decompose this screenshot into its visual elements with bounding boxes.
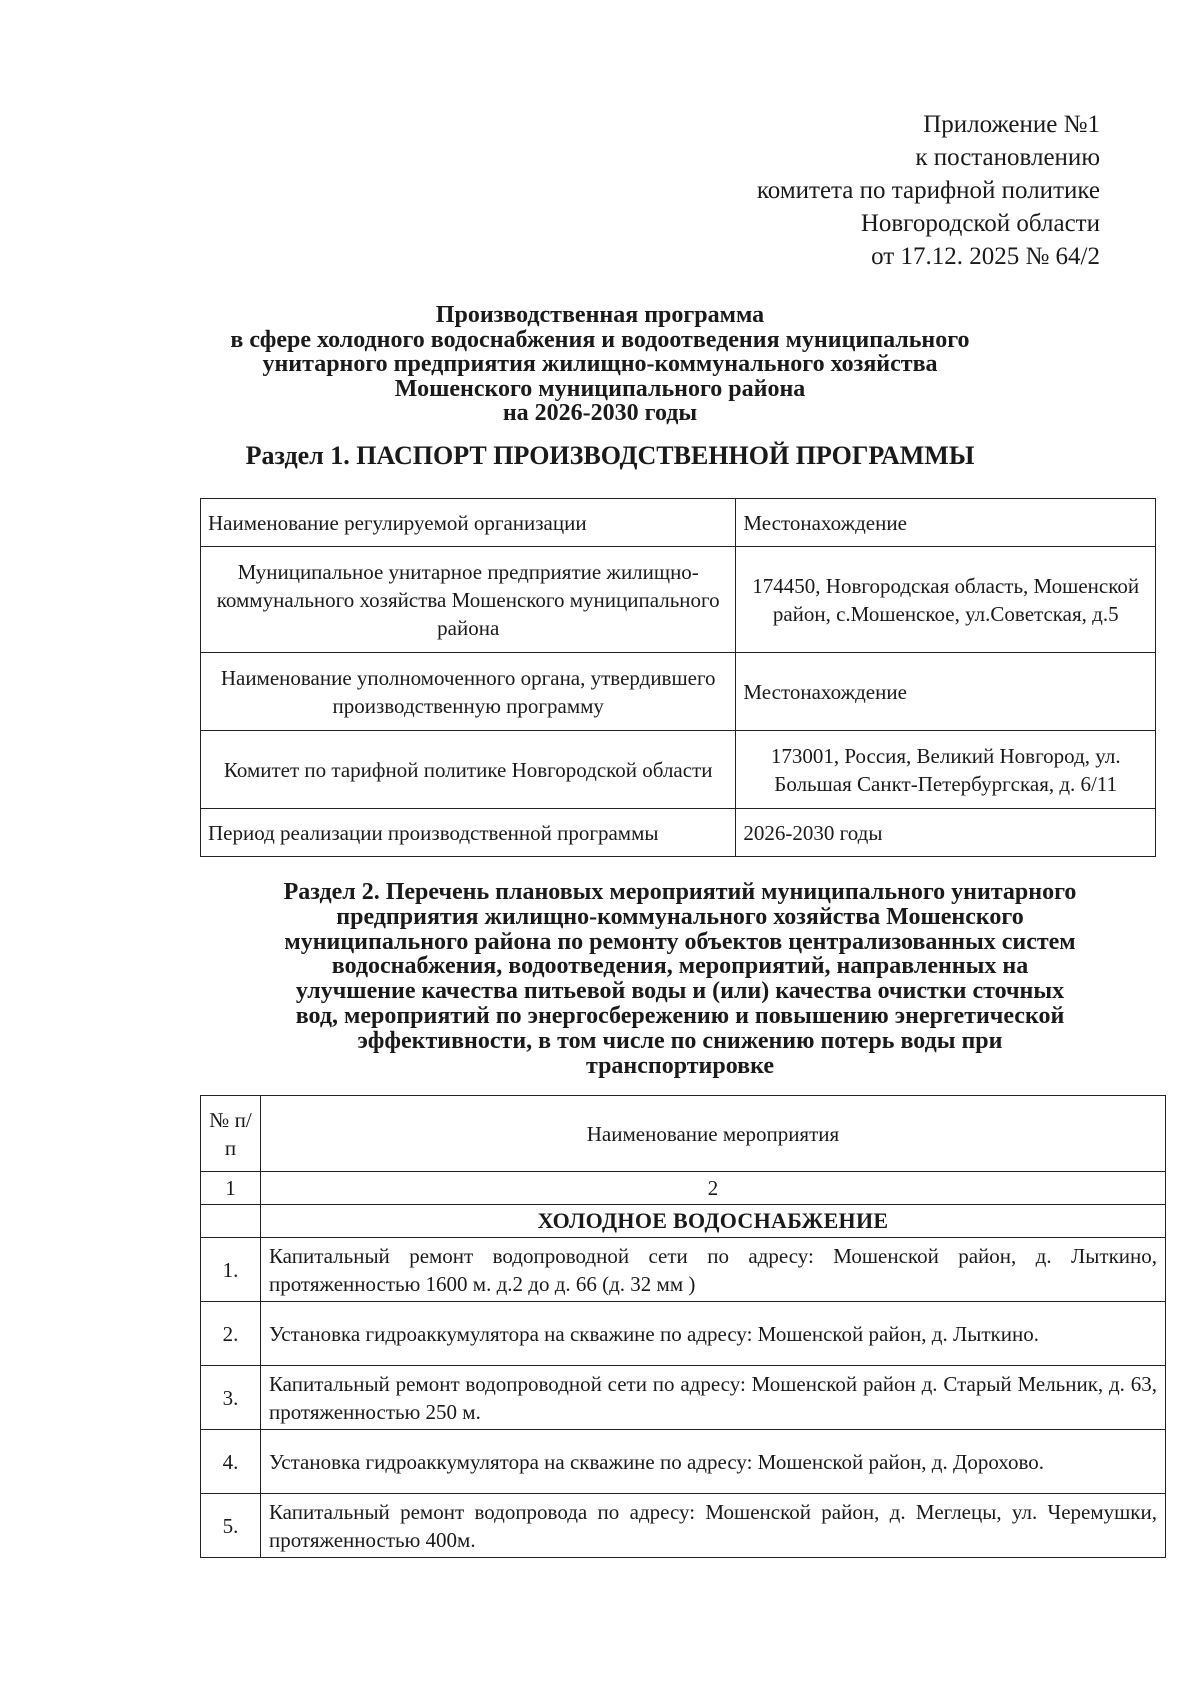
table-row [201,1238,1166,1302]
title-line: унитарного предприятия жилищно-коммунального хозяйства [262,351,938,377]
group-heading: ХОЛОДНОЕ ВОДОСНАБЖЕНИЕ [260,1205,1165,1238]
table-cell: 173001, Россия, Великий Новгород, ул. Большая Санкт-Петербургская, д. 6/11 [736,731,1156,809]
row-number: 5. [201,1494,261,1558]
appendix-date-line: от 17.12. 2025 № 64/2 [871,243,1100,270]
section2-line: эффективности, в том числе по снижению потерь воды при [357,1027,1003,1054]
column-header-number: № п/п [201,1096,261,1172]
appendix-block [757,108,1100,273]
column-header-name: Наименование мероприятия [260,1096,1165,1172]
column-index: 1 [201,1172,261,1205]
row-number: 4. [201,1430,261,1494]
row-number: 1. [201,1238,261,1302]
appendix-line: Новгородской области [860,210,1100,237]
table-row [201,653,1156,731]
column-index: 2 [260,1172,1165,1205]
row-number: 2. [201,1302,261,1366]
table-row [201,547,1156,653]
table-row [201,1366,1166,1430]
table-row [201,809,1156,857]
measure-text: Установка гидроаккумулятора на скважине по адресу: Мошенской район, д. Дорохово. [260,1430,1165,1494]
section2-line: муниципального района по ремонту объектов централизованных систем [284,928,1076,955]
measures-table [200,1095,1166,1558]
title-line: Мошенского муниципального района [394,375,806,402]
table-cell: 2026-2030 годы [736,809,1156,857]
title-line: Производственная программа [435,302,765,328]
table-cell: 174450, Новгородская область, Мошенской район, с.Мошенское, ул.Советская, д.5 [736,547,1156,653]
passport-table [200,498,1156,857]
measure-text: Капитальный ремонт водопровода по адресу: Мошенской район, д. Меглецы, ул. Черемушки, протяженностью 400м. [260,1494,1165,1558]
document-title [150,303,1050,426]
section2-line: предприятия жилищно-коммунального хозяйства Мошенского [336,903,1024,930]
section2-line: улучшение качества питьевой воды и (или) качества очистки сточных [295,978,1065,1005]
table-cell: Период реализации производственной программы [201,809,736,857]
table-header-row [201,1096,1166,1172]
table-cell: Местонахождение [736,499,1156,547]
measure-text: Установка гидроаккумулятора на скважине по адресу: Мошенской район, д. Лыткино. [260,1302,1165,1366]
measure-text: Капитальный ремонт водопроводной сети по адресу: Мошенской район д. Старый Мельник, д. 63, протяженностью 250 м. [260,1366,1165,1430]
table-row [201,499,1156,547]
section2-line: вод, мероприятий по энергосбережению и повышению энергетической [295,1002,1065,1029]
title-line: в сфере холодного водоснабжения и водоотведения муниципального [230,326,970,353]
table-cell: Комитет по тарифной политике Новгородской области [201,731,736,809]
table-row [201,1430,1166,1494]
section2-heading [190,880,1170,1078]
appendix-line: комитета по тарифной политике [756,177,1100,204]
appendix-line: Приложение №1 [923,111,1100,138]
table-cell: Муниципальное унитарное предприятие жилищно-коммунального хозяйства Мошенского муниципального района [201,547,736,653]
title-line: на 2026-2030 годы [502,400,698,426]
table-index-row [201,1172,1166,1205]
table-cell [201,1205,261,1238]
section2-line: водоснабжения, водоотведения, мероприятий, направленных на [331,953,1029,980]
table-row [201,1302,1166,1366]
appendix-line: к постановлению [915,144,1100,171]
table-cell: Наименование регулируемой организации [201,499,736,547]
table-row [201,1494,1166,1558]
section2-line: транспортировке [586,1052,774,1079]
measure-text: Капитальный ремонт водопроводной сети по адресу: Мошенской район, д. Лыткино, протяженностью 1600 м. д.2 до д. 66 (д. 32 мм ) [260,1238,1165,1302]
section2-line: Раздел 2. Перечень плановых мероприятий муниципального унитарного [283,879,1077,905]
table-cell: Местонахождение [736,653,1156,731]
row-number: 3. [201,1366,261,1430]
table-row [201,731,1156,809]
section1-heading: Раздел 1. ПАСПОРТ ПРОИЗВОДСТВЕННОЙ ПРОГРАММЫ [245,441,975,470]
table-cell: Наименование уполномоченного органа, утвердившего производственную программу [201,653,736,731]
table-group-row [201,1205,1166,1238]
